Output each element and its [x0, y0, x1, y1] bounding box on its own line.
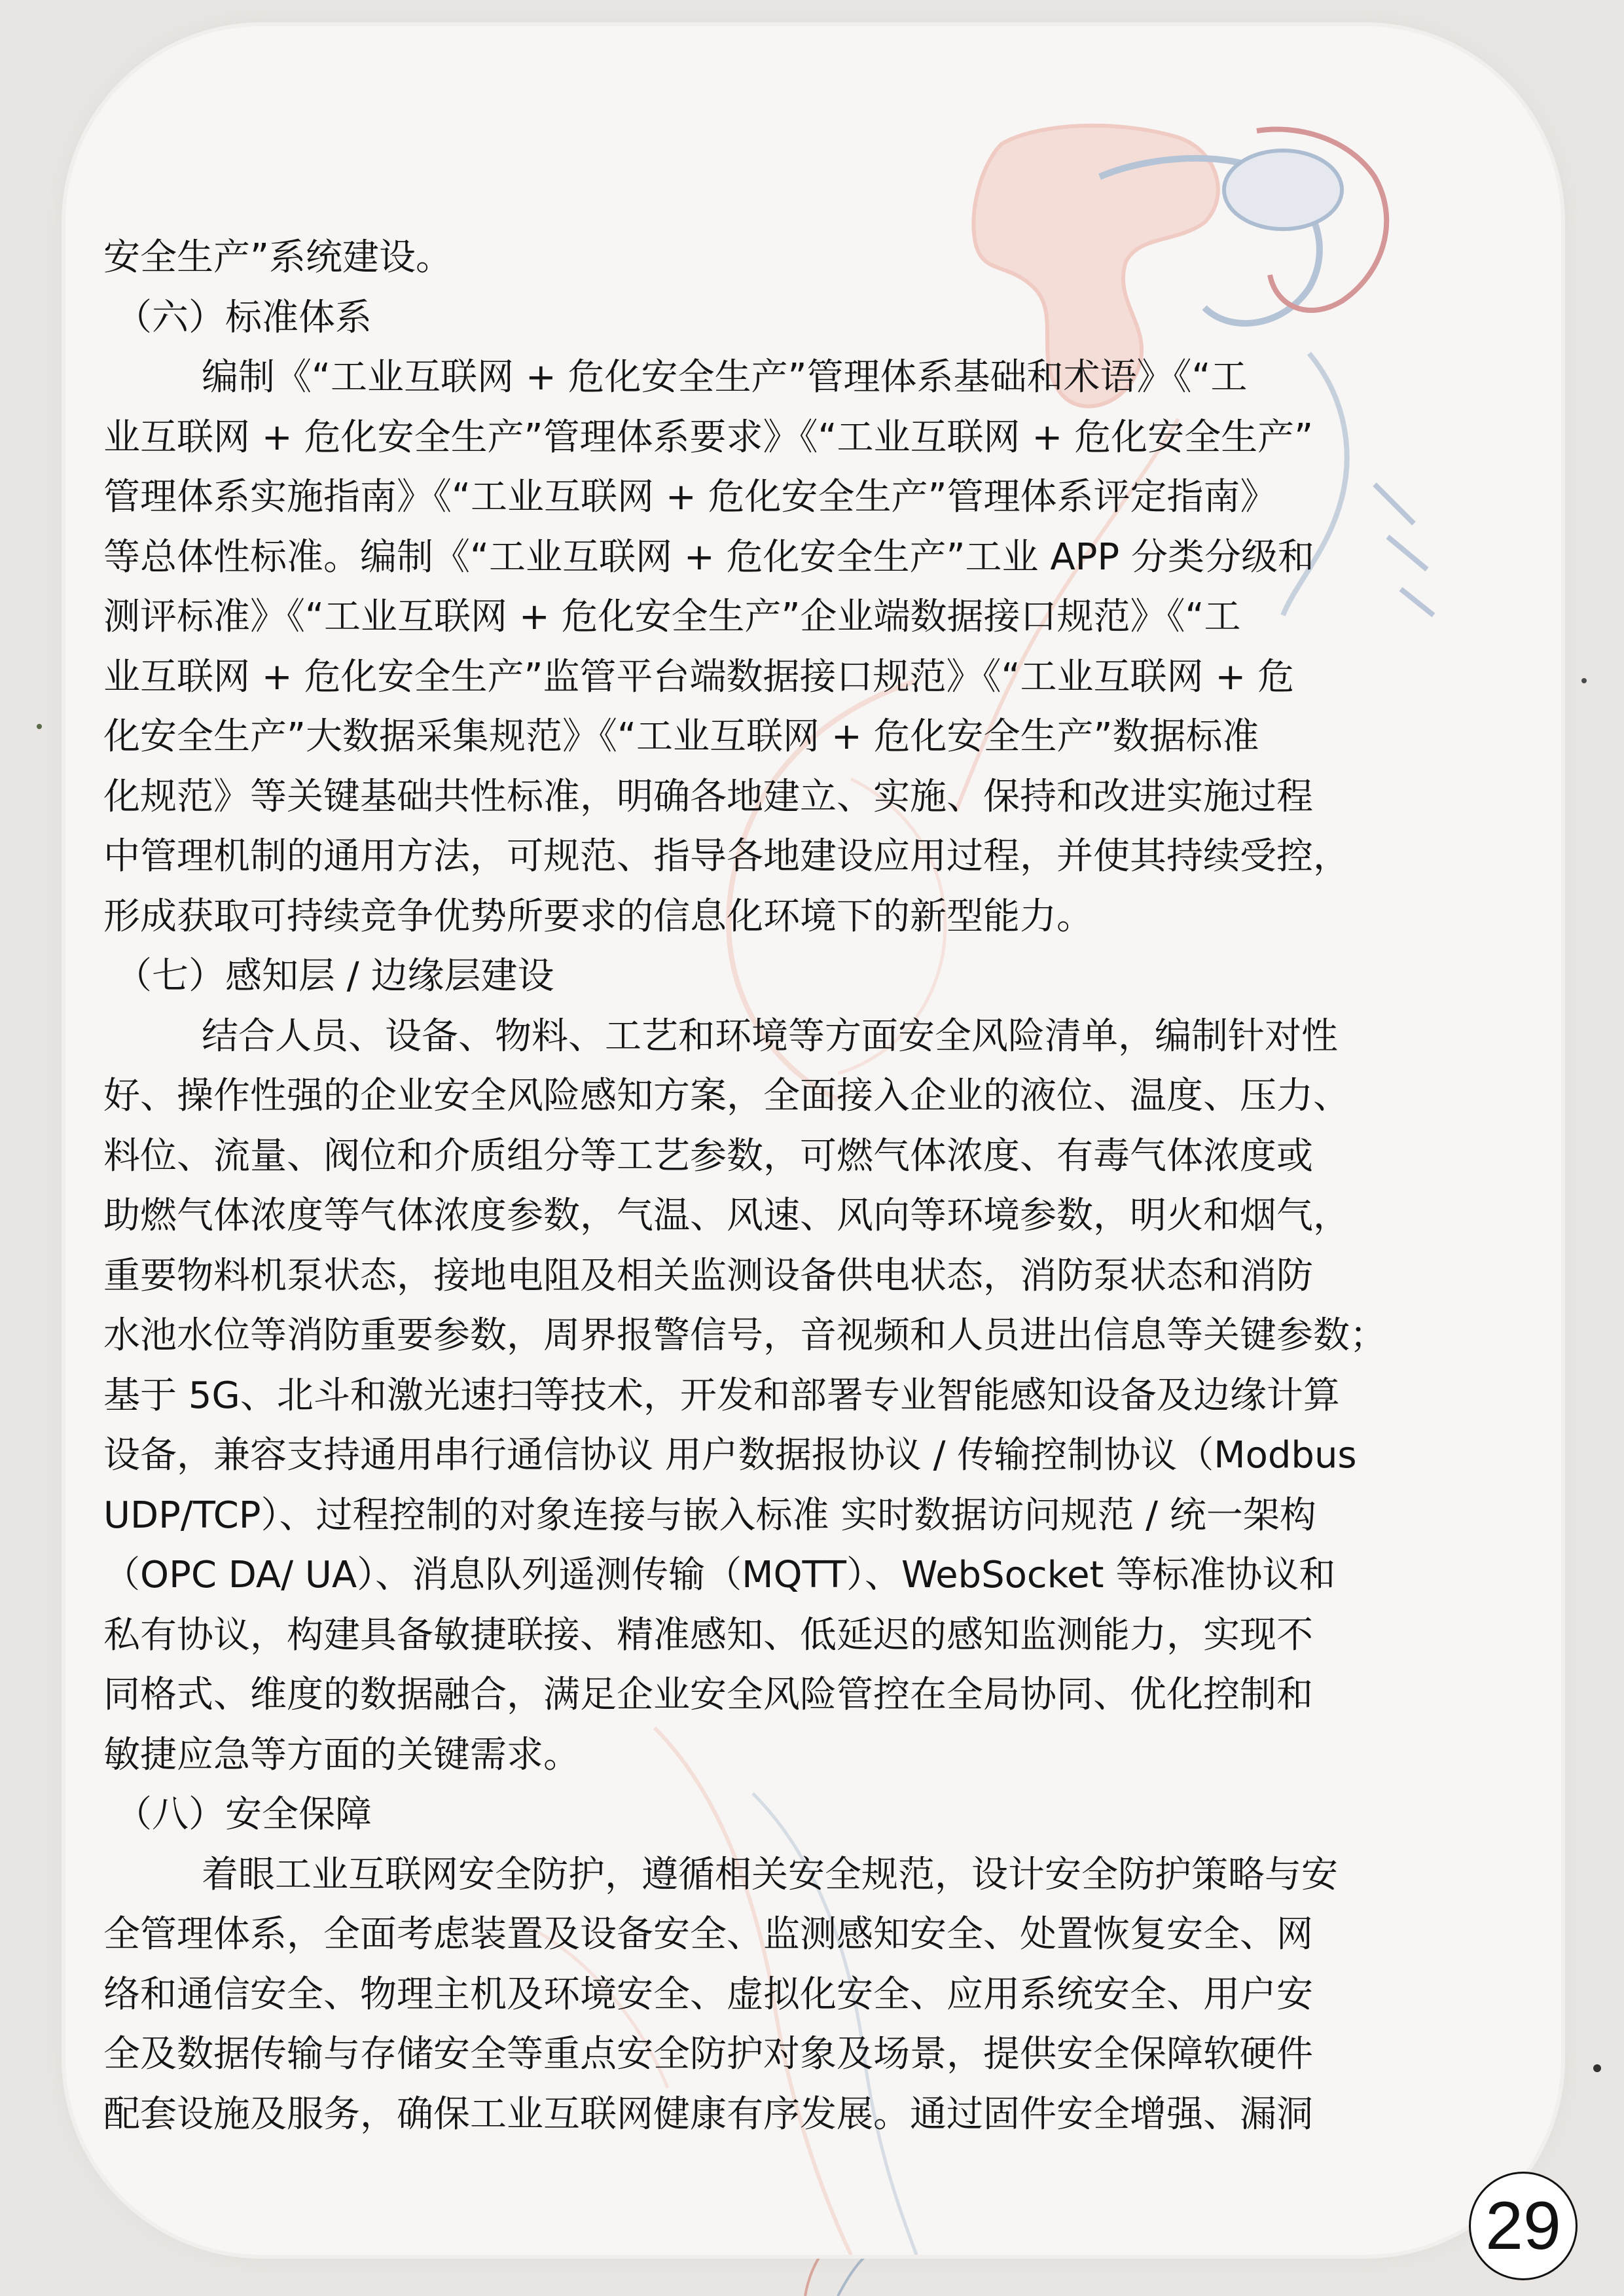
text-line: 水池水位等消防重要参数，周界报警信号，音视频和人员进出信息等关键参数；: [103, 1314, 1386, 1357]
text-line: 络和通信安全、物理主机及环境安全、虚拟化安全、应用系统安全、用户安: [103, 1973, 1313, 2016]
text-line: 形成获取可持续竞争优势所要求的信息化环境下的新型能力。: [103, 895, 1093, 938]
text-line: 等总体性标准。编制《“工业互联网 + 危化安全生产”工业 APP 分类分级和: [103, 535, 1314, 579]
section-heading: （八）安全保障: [115, 1793, 372, 1836]
text-line: 编制《“工业互联网 + 危化安全生产”管理体系基础和术语》《“工: [202, 356, 1248, 399]
text-line: 同格式、维度的数据融合，满足企业安全风险管控在全局协同、优化控制和: [103, 1674, 1313, 1716]
text-line: 全及数据传输与存储安全等重点安全防护对象及场景，提供安全保障软硬件: [103, 2033, 1313, 2075]
text-line: 重要物料机泵状态，接地电阻及相关监测设备供电状态，消防泵状态和消防: [103, 1254, 1313, 1297]
text-line: 业互联网 + 危化安全生产”监管平台端数据接口规范》《“工业互联网 + 危: [103, 655, 1295, 698]
text-line: 配套设施及服务，确保工业互联网健康有序发展。通过固件安全增强、漏洞: [103, 2092, 1313, 2136]
text-line: 化规范》等关键基础共性标准，明确各地建立、实施、保持和改进实施过程: [103, 775, 1313, 818]
text-line: 私有协议，构建具备敏捷联接、精准感知、低延迟的感知监测能力，实现不: [103, 1613, 1313, 1657]
text-line: 好、操作性强的企业安全风险感知方案，全面接入企业的液位、温度、压力、: [103, 1075, 1350, 1117]
text-line: 设备，兼容支持通用串行通信协议 用户数据报协议 / 传输控制协议（Modbus: [103, 1434, 1357, 1477]
text-line: 结合人员、设备、物料、工艺和环境等方面安全风险清单，编制针对性: [202, 1014, 1338, 1058]
text-line: 助燃气体浓度等气体浓度参数，气温、风速、风向等环境参数，明火和烟气，: [103, 1194, 1350, 1237]
text-line: 中管理机制的通用方法，可规范、指导各地建设应用过程，并使其持续受控，: [103, 835, 1350, 878]
text-line: 料位、流量、阀位和介质组分等工艺参数，可燃气体浓度、有毒气体浓度或: [103, 1134, 1313, 1177]
text-line: 安全生产”系统建设。: [103, 236, 453, 279]
text-line: 基于 5G、北斗和激光速扫等技术，开发和部署专业智能感知设备及边缘计算: [103, 1374, 1340, 1417]
text-line: UDP/TCP）、过程控制的对象连接与嵌入标准 实时数据访问规范 / 统一架构: [103, 1494, 1316, 1537]
text-line: 测评标准》《“工业互联网 + 危化安全生产”企业端数据接口规范》《“工: [103, 596, 1241, 638]
document-body: [103, 228, 1452, 2144]
section-heading: （七）感知层 / 边缘层建设: [115, 955, 554, 997]
page-number: 29: [1469, 2172, 1578, 2280]
text-line: 着眼工业互联网安全防护，遵循相关安全规范，设计安全防护策略与安: [202, 1853, 1338, 1896]
text-line: 化安全生产”大数据采集规范》《“工业互联网 + 危化安全生产”数据标准: [103, 715, 1259, 758]
section-heading: （六）标准体系: [115, 296, 372, 339]
text-line: 管理体系实施指南》《“工业互联网 + 危化安全生产”管理体系评定指南》: [103, 476, 1277, 518]
text-line: 敏捷应急等方面的关键需求。: [103, 1733, 580, 1776]
text-line: 全管理体系，全面考虑装置及设备安全、监测感知安全、处置恢复安全、网: [103, 1913, 1313, 1956]
text-line: 业互联网 + 危化安全生产”管理体系要求》《“工业互联网 + 危化安全生产”: [103, 416, 1314, 459]
text-line: （OPC DA/ UA）、消息队列遥测传输（MQTT）、WebSocket 等标准协议和: [103, 1554, 1336, 1596]
